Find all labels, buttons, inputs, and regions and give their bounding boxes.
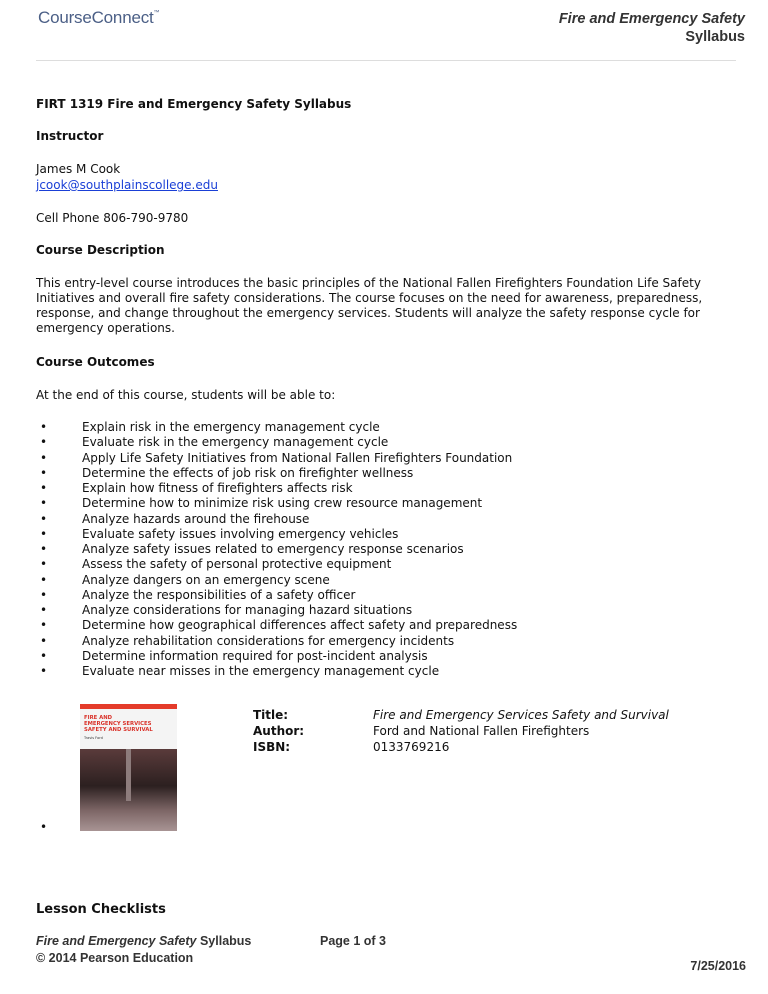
outcome-item: • Analyze the responsibilities of a safety officer <box>36 588 517 603</box>
outcome-item: • Evaluate safety issues involving emergency vehicles <box>36 527 517 542</box>
book-bullet: • <box>40 820 48 834</box>
outcomes-list <box>36 420 517 679</box>
outcome-item: • Analyze dangers on an emergency scene <box>36 573 517 588</box>
outcome-item: • Evaluate risk in the emergency management cycle <box>36 435 517 450</box>
courseconnect-logo <box>38 8 159 28</box>
outcome-item: • Evaluate near misses in the emergency management cycle <box>36 664 517 679</box>
book-title-label: Title: <box>253 708 289 722</box>
description-heading: Course Description <box>36 243 165 257</box>
footer-copyright: © 2014 Pearson Education <box>36 951 194 965</box>
outcome-item: • Explain how fitness of firefighters affects risk <box>36 481 517 496</box>
outcome-item: • Explain risk in the emergency management cycle <box>36 420 517 435</box>
outcome-item: • Determine how to minimize risk using crew resource management <box>36 496 517 511</box>
logo-text: CourseConnect <box>38 8 154 27</box>
header-title-italic: Fire and Emergency Safety <box>558 11 745 27</box>
outcome-item: • Determine information required for post-incident analysis <box>36 649 517 664</box>
book-title: Fire and Emergency Services Safety and Survival <box>373 708 669 722</box>
outcome-item: • Determine the effects of job risk on firefighter wellness <box>36 466 517 481</box>
logo-tm: ™ <box>153 10 160 16</box>
book-isbn: 0133769216 <box>373 740 450 754</box>
footer-page: Page 1 of 3 <box>320 934 386 948</box>
footer-left <box>36 933 251 967</box>
outcome-item: • Analyze hazards around the firehouse <box>36 512 517 527</box>
outcomes-intro: At the end of this course, students will be able to: <box>36 388 336 402</box>
checklists-heading: Lesson Checklists <box>36 902 166 917</box>
book-cover-image: FIRE AND EMERGENCY SERVICES SAFETY AND SURVIVAL Travis Ford <box>80 704 177 831</box>
header-divider <box>36 60 736 61</box>
outcome-item: • Assess the safety of personal protective equipment <box>36 557 517 572</box>
outcomes-heading: Course Outcomes <box>36 355 155 369</box>
instructor-email-link[interactable]: jcook@southplainscollege.edu <box>36 178 218 192</box>
outcome-item: • Analyze rehabilitation considerations for emergency incidents <box>36 634 517 649</box>
book-author: Ford and National Fallen Firefighters <box>373 724 590 738</box>
cell-phone: Cell Phone 806-790-9780 <box>36 211 189 225</box>
outcome-item: • Analyze considerations for managing hazard situations <box>36 603 517 618</box>
course-description: This entry-level course introduces the basic principles of the National Fallen Firefighters Foundation Life Safety Initiatives and overall fire safety considerations. The course focuses on the need for awareness, preparedness, response, and change throughout the emergency services. Students will analyze the safety response cycle for emergency operations. <box>36 276 703 335</box>
instructor-name: James M Cook <box>36 162 121 176</box>
footer-title-italic: Fire and Emergency Safety <box>36 934 197 948</box>
footer-date: 7/25/2016 <box>690 959 746 973</box>
book-isbn-label: ISBN: <box>253 740 291 754</box>
outcome-item: • Determine how geographical differences affect safety and preparedness <box>36 618 517 633</box>
outcome-item: • Apply Life Safety Initiatives from National Fallen Firefighters Foundation <box>36 451 517 466</box>
doc-title: FIRT 1319 Fire and Emergency Safety Syllabus <box>36 97 352 111</box>
footer-title-plain: Syllabus <box>196 934 252 948</box>
header-title-plain: Syllabus <box>685 29 745 45</box>
instructor-heading: Instructor <box>36 129 104 143</box>
header-title <box>559 10 745 46</box>
outcome-item: • Analyze safety issues related to emergency response scenarios <box>36 542 517 557</box>
book-author-label: Author: <box>253 724 305 738</box>
